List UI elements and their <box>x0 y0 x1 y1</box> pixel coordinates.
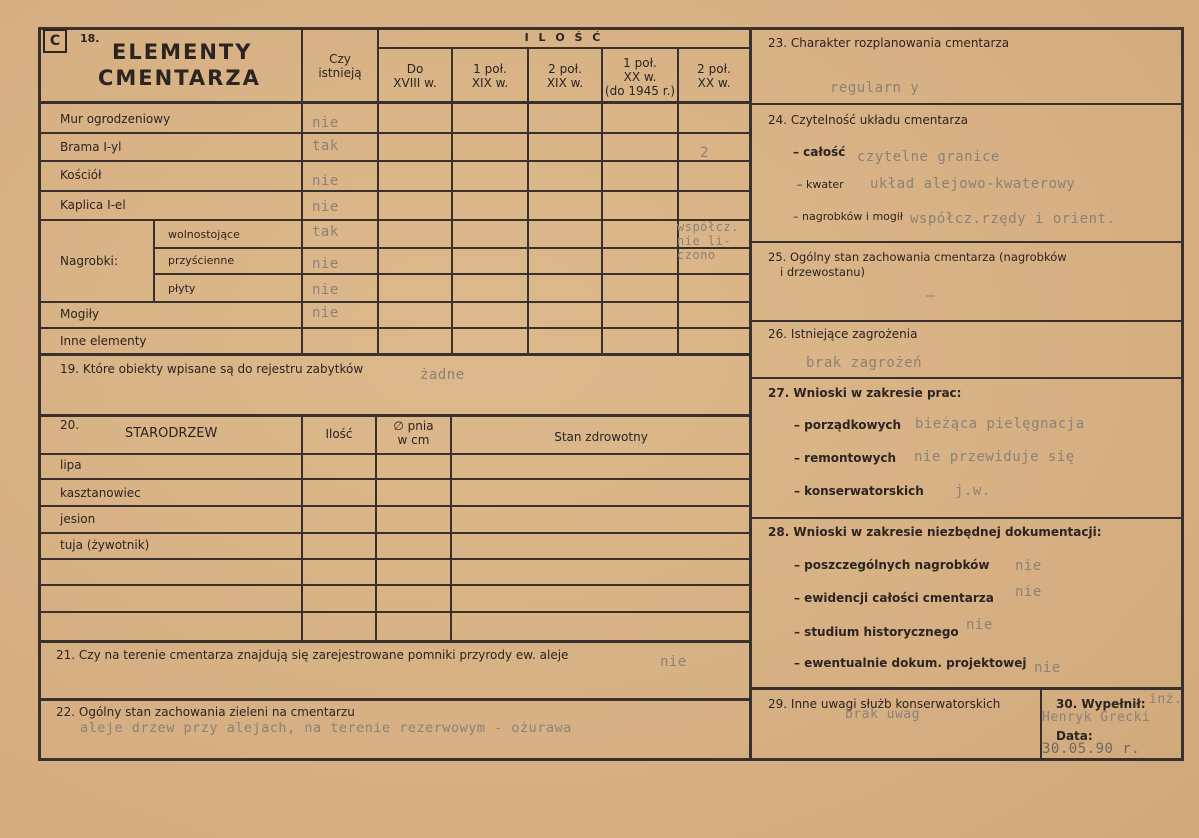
frame-line <box>40 558 750 560</box>
col-period-3 <box>529 62 601 90</box>
col-czy-line: Czy <box>329 52 351 66</box>
row-label-plyty: płyty <box>168 282 196 295</box>
frame-line <box>38 27 752 30</box>
s24-kwater-value: układ alejowo-kwaterowy <box>870 176 1076 192</box>
s27-rem-label: – remontowych <box>794 451 897 465</box>
s21-label: 21. Czy na terenie cmentarza znajdują się zarejestrowane pomniki przyrody ew. aleje <box>56 648 569 662</box>
title-line1: ELEMENTY <box>112 40 253 64</box>
frame-line <box>40 327 750 329</box>
period-line: Do <box>406 62 424 76</box>
col-period-1 <box>379 62 451 90</box>
section18-number: 18. <box>80 32 100 45</box>
col-period-2 <box>453 62 527 90</box>
period-line: 1 poł. <box>473 62 507 76</box>
frame-line <box>450 416 452 641</box>
period-line: XIX w. <box>471 76 509 90</box>
pien-line: ∅ pnia <box>393 419 434 433</box>
frame-line <box>40 478 750 480</box>
s20-col-stan: Stan zdrowotny <box>554 430 648 444</box>
value-mogily-exists: nie <box>312 305 339 321</box>
s27-label: 27. Wnioski w zakresie prac: <box>768 386 962 400</box>
col-czy-line: istnieją <box>318 66 362 80</box>
s28-item-label: – poszczególnych nagrobków <box>794 558 990 572</box>
s19-value: żadne <box>420 367 465 383</box>
s23-label: 23. Charakter rozplanowania cmentarza <box>768 36 1010 50</box>
frame-line <box>40 190 750 192</box>
value-plyty-exists: nie <box>312 282 339 298</box>
card-letter-box: C <box>43 29 67 53</box>
s27-porz-label: – porządkowych <box>794 418 902 432</box>
frame-line <box>38 758 752 761</box>
period-line: 2 poł. <box>697 62 731 76</box>
frame-line <box>377 47 751 49</box>
frame-line <box>752 687 1184 690</box>
frame-line <box>677 47 679 353</box>
late20-line: nie li- <box>677 234 732 248</box>
value-mur-exists: nie <box>312 115 339 131</box>
row-label-inne: Inne elementy <box>60 334 147 348</box>
s28-item-value: nie <box>1015 558 1042 574</box>
col-czy-istnieja <box>303 52 377 80</box>
col-period-5 <box>679 62 749 90</box>
s25-label2: i drzewostanu) <box>780 265 866 279</box>
frame-line <box>38 27 41 760</box>
tree-row: kasztanowiec <box>60 486 141 500</box>
row-label-kaplica: Kaplica I-el <box>60 198 126 212</box>
period-line: (do 1945 r.) <box>604 84 676 98</box>
frame-line <box>38 353 752 356</box>
s25-value: – <box>926 288 935 304</box>
s19-label: 19. Które obiekty wpisane są do rejestru zabytków <box>60 362 364 376</box>
frame-line <box>752 27 1184 30</box>
s30-date-value: 30.05.90 r. <box>1042 741 1141 757</box>
s27-porz-value: bieżąca pielęgnacja <box>915 416 1085 432</box>
frame-line <box>752 103 1182 105</box>
s29-value: brak uwag <box>845 707 920 722</box>
tree-row: tuja (żywotnik) <box>60 538 150 552</box>
frame-line <box>153 219 155 302</box>
frame-line <box>527 47 529 353</box>
frame-line <box>752 320 1182 322</box>
value-kosciol-exists: nie <box>312 173 339 189</box>
s24-kwater-label: – kwater <box>797 178 844 191</box>
title-line2: CMENTARZA <box>98 66 261 90</box>
frame-line <box>40 132 750 134</box>
s22-label: 22. Ogólny stan zachowania zieleni na cmentarzu <box>56 705 355 719</box>
s27-kons-label: – konserwatorskich <box>794 484 924 498</box>
period-line: 2 poł. <box>548 62 582 76</box>
frame-line <box>752 241 1182 243</box>
frame-line <box>40 532 750 534</box>
s22-value: aleje drzew przy alejach, na terenie rezerwowym - ożurawa <box>80 720 572 736</box>
s28-item-label: – ewentualnie dokum. projektowej <box>794 656 1027 670</box>
s28-item-value: nie <box>966 617 993 633</box>
frame-line <box>40 160 750 162</box>
row-label-przyscienne: przyścienne <box>168 254 235 267</box>
frame-line <box>40 219 750 221</box>
period-line: XX w. <box>623 70 657 84</box>
tree-row: lipa <box>60 458 82 472</box>
pien-line: w cm <box>397 433 430 447</box>
s24-nagr-label: – nagrobków i mogił <box>793 210 904 223</box>
late20-line: współcz. <box>677 220 739 234</box>
s24-calosc-value: czytelne granice <box>857 149 1000 165</box>
s27-rem-value: nie przewiduje się <box>914 449 1075 465</box>
s21-value: nie <box>660 654 687 670</box>
s30-value-line1: inż. <box>1149 692 1183 707</box>
s28-item-label: – ewidencji całości cmentarza <box>794 591 994 605</box>
s28-item-value: nie <box>1015 584 1042 600</box>
col-ilosc: I L O Ś Ć <box>524 31 604 44</box>
frame-line <box>153 247 750 249</box>
tree-row: jesion <box>60 512 96 526</box>
s20-col-ilosc: Ilość <box>325 427 353 441</box>
s25-label1: 25. Ogólny stan zachowania cmentarza (nagrobków <box>768 250 1067 264</box>
value-nagrobki-late20 <box>677 220 739 262</box>
s26-value: brak zagrożeń <box>806 355 923 371</box>
frame-line <box>40 453 750 455</box>
value-brama-late20: 2 <box>700 145 709 161</box>
frame-line <box>451 47 453 353</box>
s20-title: STARODRZEW <box>125 426 218 441</box>
s29-label: 29. Inne uwagi służb konserwatorskich <box>768 697 1001 711</box>
frame-line <box>38 640 752 643</box>
s30-date-label: Data: <box>1056 729 1093 743</box>
s28-item-label: – studium historycznego <box>794 625 959 639</box>
frame-line <box>40 611 750 613</box>
value-kaplica-exists: nie <box>312 199 339 215</box>
s20-number: 20. <box>60 418 80 432</box>
s23-value: regularn y <box>830 80 920 96</box>
frame-line <box>752 758 1184 761</box>
row-label-wolnostojace: wolnostojące <box>168 228 240 241</box>
frame-line <box>749 27 752 761</box>
frame-line <box>40 505 750 507</box>
period-line: XX w. <box>697 76 731 90</box>
s20-col-pien <box>377 419 450 447</box>
row-label-kosciol: Kościół <box>60 168 102 182</box>
frame-line <box>153 273 750 275</box>
s28-item-value: nie <box>1034 660 1061 676</box>
s24-nagr-value: współcz.rzędy i orient. <box>910 211 1116 227</box>
row-label-nagrobki: Nagrobki: <box>60 254 118 268</box>
period-line: XVIII w. <box>393 76 437 90</box>
frame-line <box>40 584 750 586</box>
s27-kons-value: j.w. <box>955 483 991 499</box>
row-label-mur: Mur ogrodzeniowy <box>60 112 171 126</box>
frame-line <box>1181 27 1184 761</box>
row-label-brama: Brama I-yl <box>60 140 122 154</box>
frame-line <box>752 377 1182 379</box>
frame-line <box>38 414 752 417</box>
s24-calosc-label: – całość <box>793 145 846 159</box>
s24-label: 24. Czytelność układu cmentarza <box>768 113 968 127</box>
value-wolnostojace-exists: tak <box>312 224 339 240</box>
s30-label: 30. Wypełnił: <box>1056 697 1146 711</box>
s28-label: 28. Wnioski w zakresie niezbędnej dokumentacji: <box>768 525 1102 539</box>
s26-label: 26. Istniejące zagrożenia <box>768 327 918 341</box>
frame-line <box>375 416 377 641</box>
frame-line <box>38 101 752 104</box>
period-line: 1 poł. <box>623 56 657 70</box>
row-label-mogily: Mogiły <box>60 307 100 321</box>
frame-line <box>40 301 750 303</box>
s30-value-line2: Henryk Grecki <box>1042 710 1151 725</box>
value-brama-exists: tak <box>312 138 339 154</box>
frame-line <box>752 517 1182 519</box>
col-period-4 <box>603 56 677 98</box>
late20-line: czono <box>677 248 716 262</box>
value-przyscienne-exists: nie <box>312 256 339 272</box>
frame-line <box>38 698 752 701</box>
frame-line <box>301 416 303 641</box>
period-line: XIX w. <box>546 76 584 90</box>
